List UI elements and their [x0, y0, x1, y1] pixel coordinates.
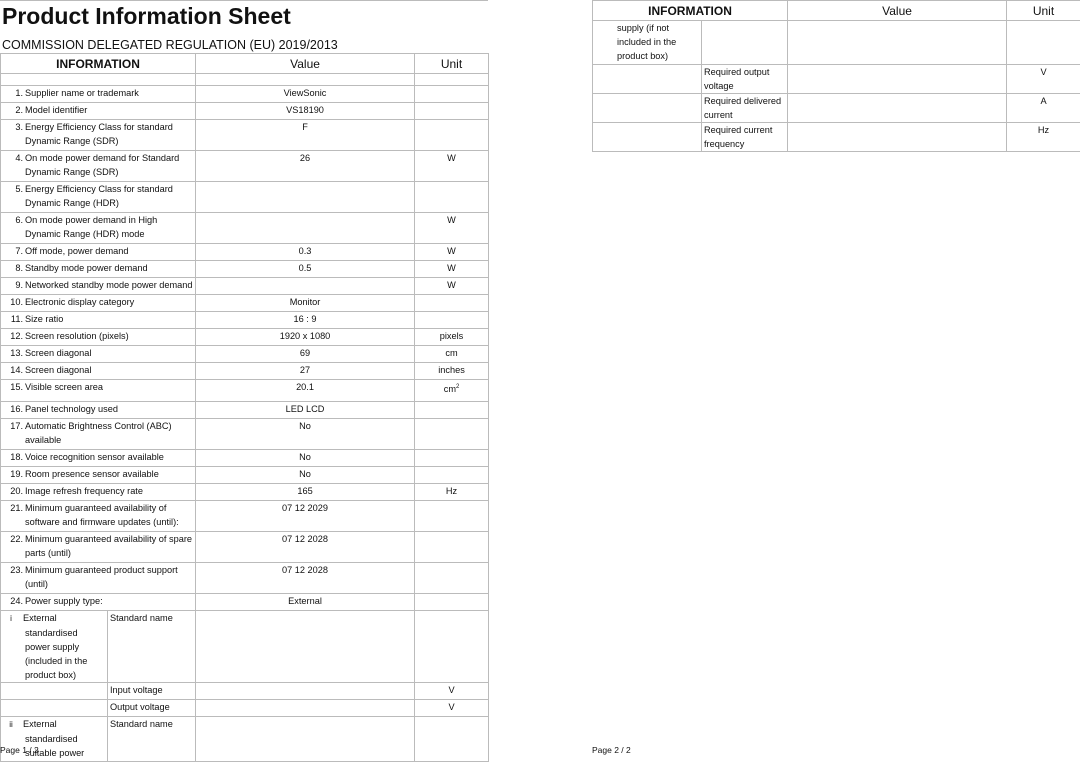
row-unit — [415, 312, 489, 329]
row-label: Voice recognition sensor available — [25, 452, 164, 462]
unit-text: W — [447, 215, 456, 225]
unit-text: W — [447, 280, 456, 290]
row-value: 07 12 2029 — [196, 501, 415, 532]
table-row — [1, 103, 489, 120]
header-information: INFORMATION — [593, 1, 788, 21]
table-row — [1, 501, 489, 532]
row-label: On mode power demand for Standard Dynamic Range (SDR) — [25, 153, 179, 177]
row-label-cell — [1, 563, 196, 594]
unit-text: W — [447, 263, 456, 273]
header-value: Value — [788, 1, 1007, 21]
row-label-cell — [1, 450, 196, 467]
row-value: 1920 x 1080 — [196, 329, 415, 346]
unit-text: cm — [444, 384, 456, 394]
row-number: 4. — [1, 151, 25, 165]
table-row — [1, 683, 489, 700]
row-label: Minimum guaranteed availability of software and firmware updates (until): — [25, 503, 179, 527]
row-value — [196, 213, 415, 244]
row-label: Minimum guaranteed product support (until) — [25, 565, 178, 589]
ps-i-standard-name: Standard name — [108, 611, 196, 683]
header-information: INFORMATION — [1, 54, 196, 74]
table-row — [1, 213, 489, 244]
row-number: 16. — [1, 402, 25, 416]
row-unit — [415, 103, 489, 120]
page-footer: Page 1 / 2 — [0, 745, 39, 755]
table-row — [1, 563, 489, 594]
row-number: 1. — [1, 86, 25, 100]
row-label-cell — [1, 278, 196, 295]
row-unit: V — [415, 683, 489, 700]
table-row — [1, 402, 489, 419]
unit-text: inches — [438, 365, 465, 375]
row-number: 23. — [1, 563, 25, 577]
row-number: 18. — [1, 450, 25, 464]
row-unit — [415, 329, 489, 346]
row-unit — [415, 86, 489, 103]
table-row — [1, 312, 489, 329]
row-unit — [415, 295, 489, 312]
row-label: On mode power demand in High Dynamic Range (HDR) mode — [25, 215, 157, 239]
row-label: Networked standby mode power demand — [25, 280, 193, 290]
row-value: 165 — [196, 484, 415, 501]
row-unit — [415, 419, 489, 450]
row-value — [196, 182, 415, 213]
row-label-cell — [1, 244, 196, 261]
row-label-cell — [1, 501, 196, 532]
row-unit — [415, 261, 489, 278]
row-label: Off mode, power demand — [25, 246, 129, 256]
unit-text: W — [447, 153, 456, 163]
unit-text: Hz — [446, 486, 457, 496]
row-label-cell — [1, 594, 196, 611]
row-number: 17. — [1, 419, 25, 433]
row-value: ViewSonic — [196, 86, 415, 103]
row-label-cell — [1, 484, 196, 501]
table-row — [1, 717, 489, 762]
table-row — [1, 86, 489, 103]
table-row — [593, 123, 1080, 152]
page-footer: Page 2 / 2 — [592, 745, 631, 755]
table-row — [1, 419, 489, 450]
row-unit — [415, 380, 489, 402]
row-number: 5. — [1, 182, 25, 196]
top-border — [0, 0, 488, 1]
row-value: LED LCD — [196, 402, 415, 419]
table-row — [1, 532, 489, 563]
unit-text: pixels — [440, 331, 464, 341]
row-value: External — [196, 594, 415, 611]
info-table-continued — [592, 0, 1080, 152]
info-table — [0, 53, 489, 762]
table-row — [1, 346, 489, 363]
row-unit — [415, 120, 489, 151]
row-label: Power supply type: — [25, 596, 103, 606]
table-row — [1, 295, 489, 312]
row-number: 7. — [1, 244, 25, 258]
row-number: 8. — [1, 261, 25, 275]
row-unit — [415, 402, 489, 419]
row-value: 20.1 — [196, 380, 415, 402]
ps-ii-standard-name: Standard name — [108, 717, 196, 762]
row-label-cell — [1, 467, 196, 484]
row-unit — [415, 244, 489, 261]
row-value: 07 12 2028 — [196, 532, 415, 563]
row-value: No — [196, 450, 415, 467]
row-value: Monitor — [196, 295, 415, 312]
unit-text: W — [447, 246, 456, 256]
table-row — [1, 120, 489, 151]
row-label: Screen diagonal — [25, 365, 91, 375]
row-label: Model identifier — [25, 105, 87, 115]
row-number: 19. — [1, 467, 25, 481]
ps-ii-label: External standardised suitable power — [23, 719, 84, 758]
row-value: 0.3 — [196, 244, 415, 261]
row-label-cell — [1, 329, 196, 346]
table-row — [1, 244, 489, 261]
row-unit — [415, 346, 489, 363]
row-value: 69 — [196, 346, 415, 363]
table-row — [1, 450, 489, 467]
table-row — [1, 329, 489, 346]
row-label: Panel technology used — [25, 404, 118, 414]
row-number: ii — [1, 718, 23, 732]
table-header-row — [593, 1, 1080, 21]
row-unit — [415, 467, 489, 484]
row-number: 21. — [1, 501, 25, 515]
row-unit: V — [1007, 65, 1080, 94]
row-label: Standby mode power demand — [25, 263, 148, 273]
table-row — [593, 21, 1080, 65]
row-label: Image refresh frequency rate — [25, 486, 143, 496]
table-row — [1, 182, 489, 213]
row-label: Minimum guaranteed availability of spare parts (until) — [25, 534, 192, 558]
ps-i-label: External standardised power supply (included in the product box) — [23, 613, 87, 680]
unit-text: cm — [445, 348, 457, 358]
row-value: 26 — [196, 151, 415, 182]
page-title: Product Information Sheet — [2, 2, 291, 30]
row-label: Supplier name or trademark — [25, 88, 139, 98]
regulation-subtitle: COMMISSION DELEGATED REGULATION (EU) 2019/2013 — [2, 37, 338, 53]
row-label-cell — [1, 261, 196, 278]
row-value: F — [196, 120, 415, 151]
row-label: Screen diagonal — [25, 348, 91, 358]
row-number: 20. — [1, 484, 25, 498]
row-label: Required output voltage — [702, 65, 788, 94]
row-unit — [415, 563, 489, 594]
row-number: 13. — [1, 346, 25, 360]
ps-i-label-cell — [1, 611, 108, 683]
row-label-cell — [1, 295, 196, 312]
row-label-cell — [1, 213, 196, 244]
row-label: Energy Efficiency Class for standard Dynamic Range (SDR) — [25, 122, 173, 146]
row-value: No — [196, 467, 415, 484]
row-number: 10. — [1, 295, 25, 309]
row-unit — [415, 151, 489, 182]
row-number: 3. — [1, 120, 25, 134]
table-row — [1, 261, 489, 278]
row-value: 16 : 9 — [196, 312, 415, 329]
row-label: Room presence sensor available — [25, 469, 159, 479]
row-number: 12. — [1, 329, 25, 343]
row-label-cell — [1, 532, 196, 563]
row-unit: V — [415, 700, 489, 717]
table-header-row — [1, 54, 489, 74]
header-unit: Unit — [1007, 1, 1080, 21]
row-label-cell — [1, 120, 196, 151]
row-label-cell — [1, 103, 196, 120]
row-label: Size ratio — [25, 314, 63, 324]
row-label: Screen resolution (pixels) — [25, 331, 129, 341]
row-label-cell — [1, 380, 196, 402]
row-unit — [415, 182, 489, 213]
row-label-cell — [1, 86, 196, 103]
row-number: 24. — [1, 594, 25, 608]
row-label-cell — [1, 363, 196, 380]
row-label-cell — [1, 182, 196, 213]
table-row — [1, 611, 489, 683]
row-label-cell — [1, 346, 196, 363]
row-unit: Hz — [1007, 123, 1080, 152]
unit-superscript: 2 — [456, 384, 459, 390]
row-unit — [415, 484, 489, 501]
row-label: Required current frequency — [702, 123, 788, 152]
row-number: 14. — [1, 363, 25, 377]
row-number: 22. — [1, 532, 25, 546]
row-label: Electronic display category — [25, 297, 134, 307]
row-label: Automatic Brightness Control (ABC) available — [25, 421, 172, 445]
row-number: 15. — [1, 380, 25, 394]
table-row — [1, 380, 489, 402]
table-row — [593, 65, 1080, 94]
row-value: VS18190 — [196, 103, 415, 120]
continuation-label: supply (if not included in the product box) — [593, 21, 702, 65]
row-unit — [415, 278, 489, 295]
row-label-cell — [1, 151, 196, 182]
row-label: Visible screen area — [25, 382, 103, 392]
spacer-row — [1, 74, 489, 86]
ps-i-output-voltage: Output voltage — [108, 700, 196, 717]
table-row — [593, 94, 1080, 123]
row-unit: A — [1007, 94, 1080, 123]
table-row — [1, 151, 489, 182]
table-row — [1, 594, 489, 611]
row-number: i — [1, 612, 23, 626]
row-number: 9. — [1, 278, 25, 292]
row-label-cell — [1, 312, 196, 329]
row-value: No — [196, 419, 415, 450]
table-row — [1, 467, 489, 484]
row-value: 0.5 — [196, 261, 415, 278]
row-unit — [415, 532, 489, 563]
row-unit — [415, 594, 489, 611]
header-value: Value — [196, 54, 415, 74]
row-label: Energy Efficiency Class for standard Dynamic Range (HDR) — [25, 184, 173, 208]
ps-i-input-voltage: Input voltage — [108, 683, 196, 700]
row-unit — [415, 450, 489, 467]
table-row — [1, 700, 489, 717]
row-label-cell — [1, 402, 196, 419]
table-row — [1, 363, 489, 380]
row-unit — [415, 213, 489, 244]
row-unit — [415, 363, 489, 380]
table-row — [1, 484, 489, 501]
row-unit — [415, 501, 489, 532]
row-number: 2. — [1, 103, 25, 117]
table-row — [1, 278, 489, 295]
row-label: Required delivered current — [702, 94, 788, 123]
row-value — [196, 278, 415, 295]
header-unit: Unit — [415, 54, 489, 74]
row-number: 6. — [1, 213, 25, 227]
row-value: 27 — [196, 363, 415, 380]
row-number: 11. — [1, 312, 25, 326]
row-value: 07 12 2028 — [196, 563, 415, 594]
row-label-cell — [1, 419, 196, 450]
